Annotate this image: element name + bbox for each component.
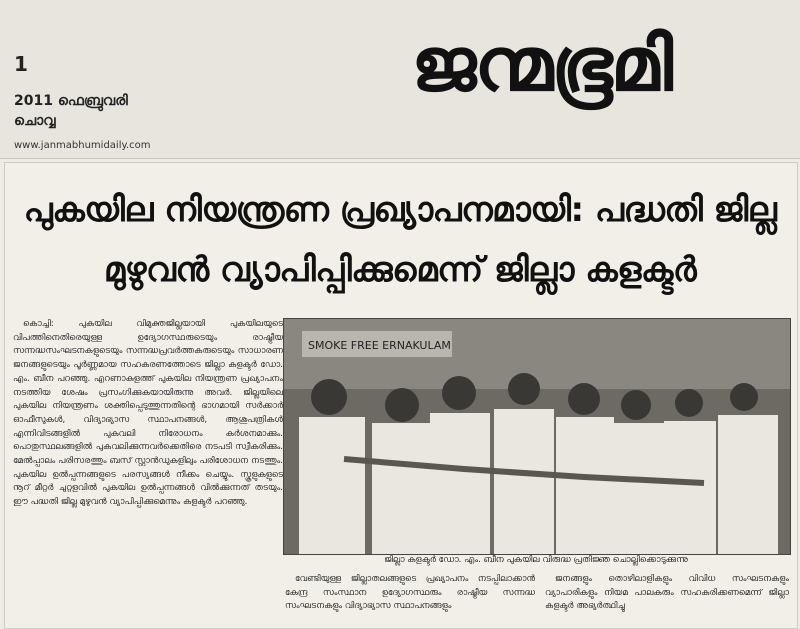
news-clipping	[4, 162, 798, 629]
date-day-number: 1	[14, 52, 28, 76]
masthead	[0, 0, 800, 159]
article-column-right	[545, 573, 789, 628]
news-photo	[283, 318, 791, 555]
date-weekday: ചൊവ്വ	[14, 113, 56, 129]
headline-line-2: മുഴുവൻ വ്യാപിപ്പിക്കുമെന്ന് ജില്ലാ കളക്ടർ	[103, 250, 697, 290]
article-column-left	[13, 318, 283, 627]
article-body-mid: വേണ്ടിയുള്ള ജില്ലാതലങ്ങളുടെ പ്രഖ്യാപനം നടപ്പിലാക്കാൻ കേന്ദ്ര സംസ്ഥാന ഉദ്യോഗസ്ഥരും രാഷ്ട്രീയ സന്നദ്ധ സംഘടനകളും വിദ്യാഭ്യാസ സ്ഥാപനങ്ങളും	[285, 574, 535, 612]
photo-crowd-illustration	[284, 319, 790, 554]
newspaper-logo: ജന്മഭൂമി	[410, 21, 671, 108]
photo-banner-text: SMOKE FREE ERNAKULAM	[308, 339, 451, 352]
article-body-right: ജനങ്ങളും തൊഴിലാളികളും വിവിധ സംഘടനകളും വ്യാപാരികളും നിയമ പാലകരും സഹകരിക്കണമെന്ന് ജില്ലാ കളക്ടർ അഭ്യർത്ഥിച്ചു	[545, 574, 789, 612]
article-body-left: കൊച്ചി: പുകയില വിമുക്തജില്ലയായി പുകയിലയുടെ വിപത്തിനെതിരെയുള്ള ഉദ്യോഗസ്ഥരുടെയും രാഷ്ട്രീയ സന്നദ്ധസംഘടനകളുടെയും സന്നദ്ധപ്രവർത്തകരുടെയും സാധാരണ ജനങ്ങളുടെയും പൂർണ്ണമായ സഹകരണത്തോടെ ജില്ലാ കളക്ടർ ഡോ. എം. ബീന പറഞ്ഞു. എറണാകുളത്ത് പുകയില നിയന്ത്രണ പ്രഖ്യാപനം നടത്തിയ ശേഷം പ്രസംഗിക്കുകയായിരുന്നു അവർ. ജില്ലയിലെ പുകയില നിയന്ത്രണം ശക്തിപ്പെടുത്തുന്നതിന്റെ ഭാഗമായി സർക്കാർ ഓഫീസുകൾ, വിദ്യാഭ്യാസ സ്ഥാപനങ്ങൾ, ആശുപത്രികൾ എന്നിവിടങ്ങളിൽ പുകവലി നിരോധനം കർശനമാക്കും. പൊതുസ്ഥലങ്ങളിൽ പുകവലിക്കുന്നവർക്കെതിരെ നടപടി സ്വീകരിക്കും. മേൽപ്പാലം പരിസരത്തും ബസ് സ്റ്റാൻഡുകളിലും പരിശോധന നടത്തും. പുകയില ഉൽപ്പന്നങ്ങളുടെ പരസ്യങ്ങൾ നീക്കം ചെയ്യും. സ്കൂളുകളുടെ നൂറ് മീറ്റർ ചുറ്റളവിൽ പുകയില ഉൽപ്പന്നങ്ങൾ വിൽക്കുന്നത് തടയും. ഈ പദ്ധതി ജില്ല മുഴുവൻ വ്യാപിപ്പിക്കുമെന്നും കളക്ടർ പറഞ്ഞു.	[13, 319, 283, 508]
website-url: www.janmabhumidaily.com	[14, 140, 151, 151]
headline-line-1: പുകയില നിയന്ത്രണ പ്രഖ്യാപനമായി: പദ്ധതി ജില്ല	[23, 190, 777, 230]
date-month-year: 2011 ഫെബ്രുവരി	[14, 93, 128, 109]
photo-caption: ജില്ലാ കളക്ടർ ഡോ. എം. ബീന പുകയില വിരുദ്ധ പ്രതിജ്ഞ ചൊല്ലിക്കൊടുക്കുന്നു	[384, 555, 688, 565]
article-column-mid	[285, 573, 535, 628]
